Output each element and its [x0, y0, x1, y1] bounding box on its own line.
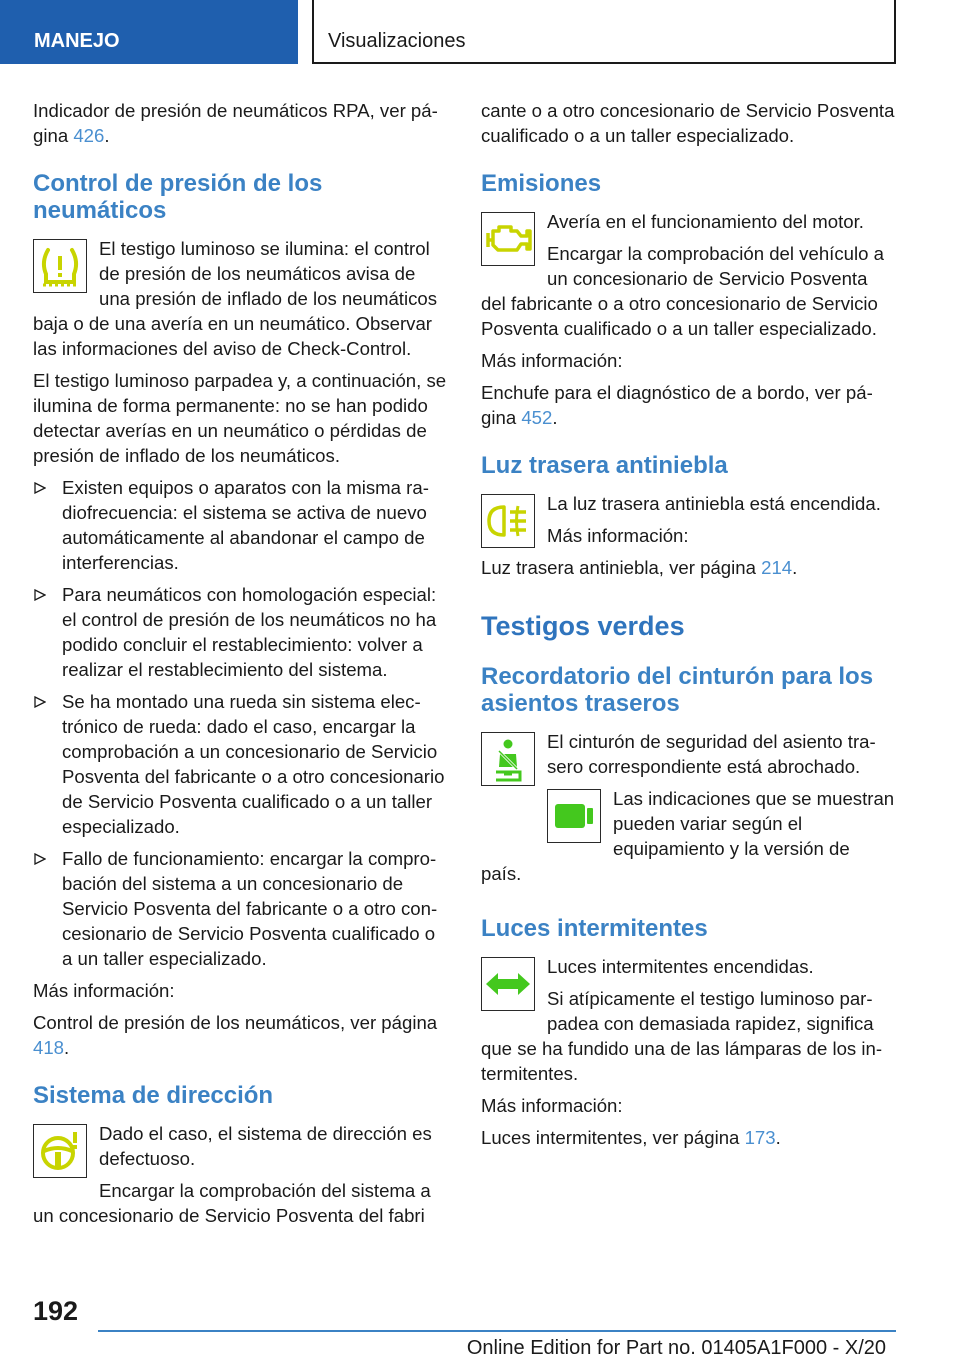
tire-ref: Control de presión de los neumáticos, ver página 418. [33, 1012, 438, 1058]
steering-p2: Encargar la comprobación del sistema a un concesionario de Servicio Posventa del fabri [33, 1180, 431, 1226]
steering-wheel-warning-icon [33, 1124, 87, 1178]
continued-paragraph: cante o a otro concesionario de Servicio Posventa cualificado o a un taller especializado. [481, 100, 895, 146]
seatbelt-heading: Recordatorio del cinturón para los asientos traseros [481, 663, 874, 717]
emissions-p1: Avería en el funcionamiento del motor. [547, 211, 864, 232]
page-number: 192 [33, 1296, 79, 1326]
fog-p1: La luz trasera antiniebla está encendida. [547, 493, 881, 514]
list-item: Fallo de funcionamiento: encargar la comprobación del sistema a un concesionario de Servicio Posventa del fabricante o a otro concesionario de Servicio Posventa cualificado o a un taller especializado. [33, 846, 447, 971]
page-link-214[interactable]: 214 [761, 557, 793, 578]
footer-rule [98, 1330, 896, 1332]
triangle-bullet-icon [34, 482, 46, 494]
tire-pressure-heading: Control de presión de los neumáticos [33, 170, 323, 224]
emissions-heading: Emisiones [481, 170, 602, 197]
page-link-173[interactable]: 173 [744, 1127, 776, 1148]
emissions-ref: Enchufe para el diagnóstico de a bordo, ver página 452. [481, 382, 873, 428]
page-link-426[interactable]: 426 [73, 125, 105, 146]
steering-p1: Dado el caso, el sistema de dirección es defectuoso. [99, 1123, 432, 1169]
green-status-icon [547, 789, 601, 843]
turn-more-info: Más información: [481, 1095, 623, 1116]
left-column [33, 98, 447, 1235]
fog-ref: Luz trasera antiniebla, ver página 214. [481, 557, 798, 578]
fog-more-info: Más información: [547, 525, 689, 546]
rear-fog-light-icon [481, 494, 535, 548]
intro-paragraph: Indicador de presión de neumáticos RPA, ver página 426. [33, 100, 438, 146]
tire-more-info: Más información: [33, 980, 175, 1001]
seatbelt-icon [481, 732, 535, 786]
section-tab: MANEJO [0, 0, 298, 64]
green-lights-heading: Testigos verdes [481, 611, 685, 641]
triangle-bullet-icon [34, 696, 46, 708]
triangle-bullet-icon [34, 589, 46, 601]
tire-pressure-warning-icon [33, 239, 87, 293]
page-link-452[interactable]: 452 [521, 407, 553, 428]
page-link-418[interactable]: 418 [33, 1037, 65, 1058]
emissions-p2: Encargar la comprobación del vehículo a un concesionario de Servicio Posventa del fabricante o a otro concesionario de Servicio Posventa cualificado o a un taller especializado. [481, 243, 884, 339]
tire-p1: El testigo luminoso se ilumina: el control de presión de los neumáticos avisa de una presión de inflado de los neumáticos baja o de una avería en un neumático. Observar las informaciones del aviso de Check-Control. [33, 238, 438, 359]
emissions-more-info: Más información: [481, 350, 623, 371]
right-column [481, 98, 895, 1157]
turn-p1: Luces intermitentes encendidas. [547, 956, 814, 977]
list-item: Para neumáticos con homologación especial: el control de presión de los neumáticos no ha podido concluir el restablecimiento: volver a realizar el restablecimiento del sistema. [33, 582, 447, 682]
list-item: Existen equipos o aparatos con la misma radiofrecuencia: el sistema se activa de nuevo automáticamente al abandonar el campo de interferencias. [33, 475, 447, 575]
footer-edition: Online Edition for Part no. 01405A1F000 - X/20 [466, 1337, 886, 1359]
chapter-title: Visualizaciones [312, 0, 896, 64]
turn-ref: Luces intermitentes, ver página 173. [481, 1127, 781, 1148]
tire-p2: El testigo luminoso parpadea y, a continuación, se ilumina de forma permanente: no se han podido detectar averías en un neumático o pérdidas de presión de inflado de los neumáticos. [33, 370, 447, 466]
seatbelt-p1: El cinturón de seguridad del asiento trasero correspondiente está abrochado. [547, 731, 876, 777]
turn-signal-heading: Luces intermitentes [481, 915, 708, 942]
list-item: Se ha montado una rueda sin sistema electrónico de rueda: dado el caso, encargar la comprobación a un concesionario de Servicio Posventa del fabricante o a otro concesionario de Servicio Posventa cualificado o a un taller especializado. [33, 689, 447, 839]
engine-check-icon [481, 212, 535, 266]
turn-p2: Si atípicamente el testigo luminoso parpadea con demasiada rapidez, significa que se ha fundido una de las lámparas de los intermitentes. [481, 988, 883, 1084]
steering-heading: Sistema de dirección [33, 1082, 274, 1109]
turn-signal-icon [481, 957, 535, 1011]
triangle-bullet-icon [34, 853, 46, 865]
seatbelt-p2: Las indicaciones que se muestran pueden variar según el equipamiento y la versión de país. [481, 788, 895, 884]
fog-light-heading: Luz trasera antiniebla [481, 452, 728, 479]
tire-bullet-list [33, 475, 447, 971]
